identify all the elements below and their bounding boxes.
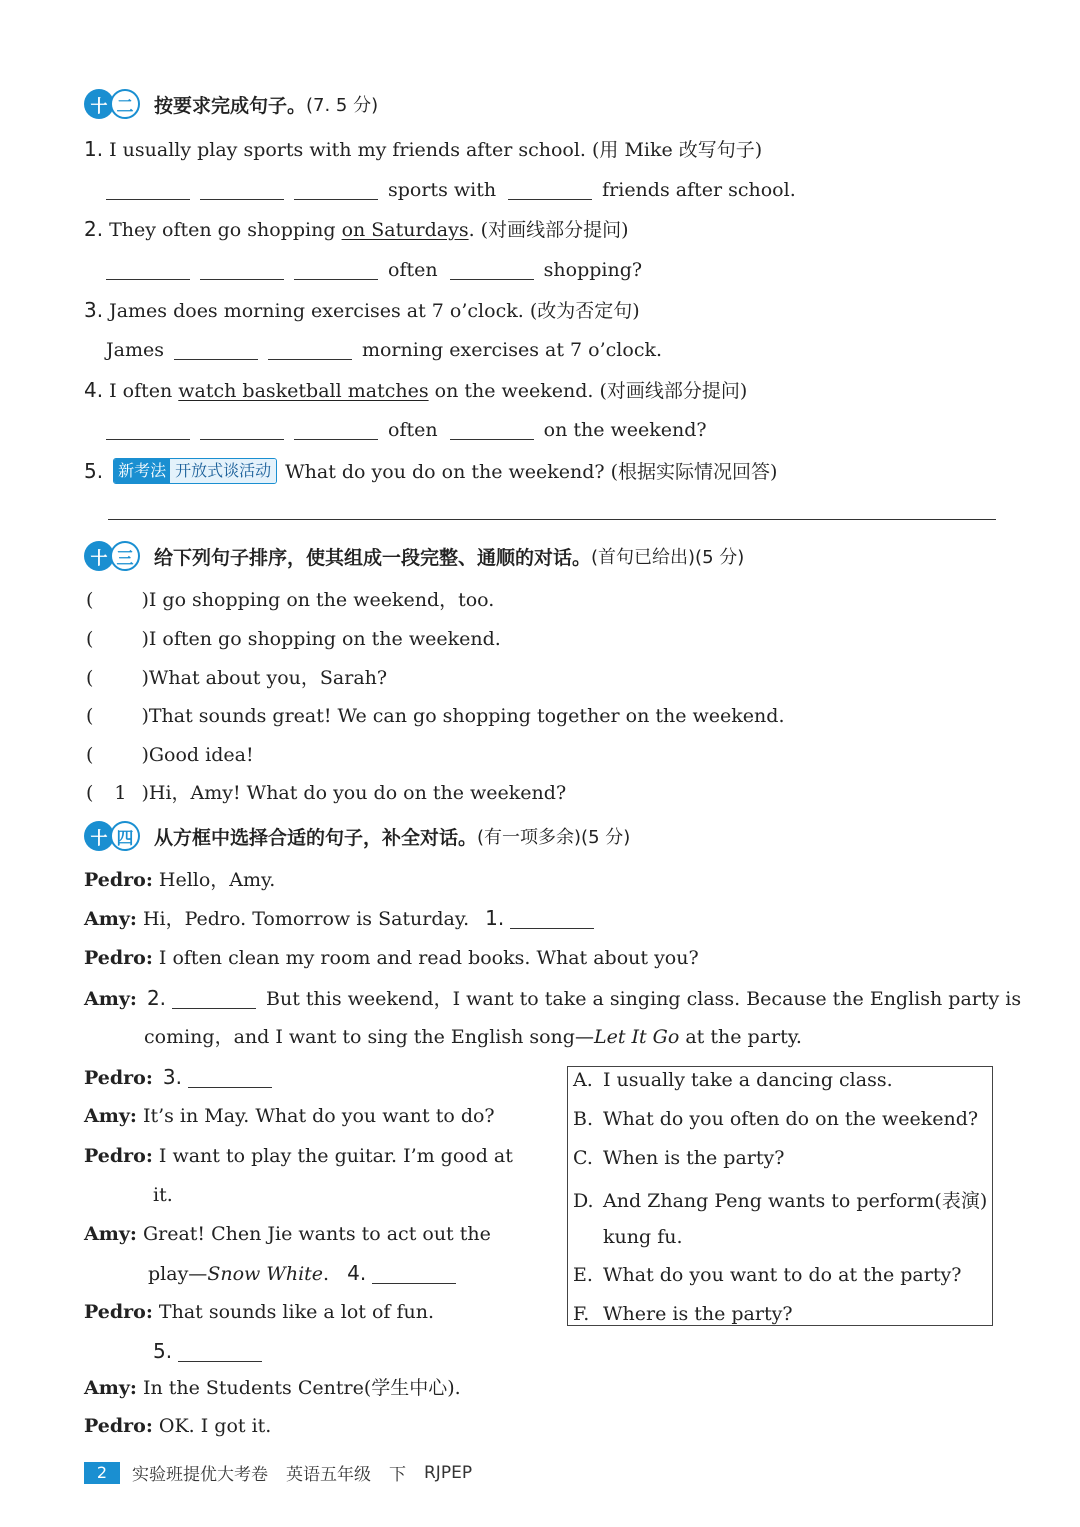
section-title: 按要求完成句子。 xyxy=(154,94,307,117)
page-number: 2 xyxy=(84,1462,120,1484)
question-2: 2. They often go shopping on Saturdays. (对画线部分提问) xyxy=(84,217,629,241)
section-score: (首句已给出)(5 分) xyxy=(591,547,745,568)
order-blank: 1 xyxy=(114,782,127,804)
blank-input[interactable] xyxy=(174,341,258,360)
dialogue-line: Pedro: That sounds like a lot of fun. xyxy=(84,1301,434,1323)
answer-line-1: sports with friends after school. xyxy=(106,178,796,202)
section-score: (7. 5 分) xyxy=(306,95,379,116)
section-14-header xyxy=(84,821,630,851)
section-number-icon: 十 三 xyxy=(84,541,144,571)
question-1: 1. I usually play sports with my friends after school. (用 Mike 改写句子) xyxy=(84,137,763,161)
option-a: A. I usually take a dancing class. xyxy=(573,1069,893,1091)
section-score: (有一项多余)(5 分) xyxy=(477,827,631,848)
blank-input[interactable] xyxy=(508,181,592,200)
blank-input[interactable] xyxy=(510,910,594,929)
answer-line-5[interactable] xyxy=(108,519,996,520)
blank-input[interactable] xyxy=(294,181,378,200)
dialogue-line: Amy: It’s in May. What do you want to do? xyxy=(84,1105,495,1127)
dialogue-line: Amy: Hi，Pedro. Tomorrow is Saturday. 1. xyxy=(84,906,604,931)
answer-line-3: James morning exercises at 7 o’clock. xyxy=(106,339,663,361)
answer-line-2: often shopping? xyxy=(106,258,642,282)
dialogue-line: Pedro: I often clean my room and read books. What about you? xyxy=(84,947,699,969)
blank-input[interactable] xyxy=(200,181,284,200)
blank-input[interactable] xyxy=(106,421,190,440)
dialogue-line: play—Snow White. 4. xyxy=(148,1261,466,1286)
dialogue-line: Amy: In the Students Centre(学生中心). xyxy=(84,1377,461,1399)
blank-input[interactable] xyxy=(450,421,534,440)
order-item: ( )What about you，Sarah? xyxy=(86,667,388,689)
section-13-header xyxy=(84,541,744,571)
option-b: B. What do you often do on the weekend? xyxy=(573,1108,979,1130)
order-item: ( )I often go shopping on the weekend. xyxy=(86,628,501,650)
blank-input[interactable] xyxy=(294,261,378,280)
options-box xyxy=(567,1066,993,1326)
section-12-header xyxy=(84,89,378,119)
dialogue-line: Amy: 2. But this weekend，I want to take a singing class. Because the English party is xyxy=(84,986,1022,1010)
blank-input[interactable] xyxy=(106,261,190,280)
order-item: ( )I go shopping on the weekend，too. xyxy=(86,589,495,611)
option-e: E. What do you want to do at the party? xyxy=(573,1264,962,1286)
order-item: ( )That sounds great! We can go shopping together on the weekend. xyxy=(86,705,785,727)
section-title: 从方框中选择合适的句子，补全对话。 xyxy=(154,826,478,849)
option-d-cont: kung fu. xyxy=(603,1226,683,1248)
dialogue-line: Amy: Great! Chen Jie wants to act out the xyxy=(84,1223,491,1245)
dialogue-line: Pedro: Hello，Amy. xyxy=(84,869,276,891)
dialogue-line: Pedro: 3. xyxy=(84,1065,282,1090)
option-f: F. Where is the party? xyxy=(573,1303,793,1325)
option-c: C. When is the party? xyxy=(573,1147,785,1169)
dialogue-line: Pedro: OK. I got it. xyxy=(84,1415,272,1437)
blank-input[interactable] xyxy=(178,1343,262,1362)
section-title: 给下列句子排序，使其组成一段完整、通顺的对话。 xyxy=(154,546,592,569)
blank-input[interactable] xyxy=(106,181,190,200)
blank-input[interactable] xyxy=(372,1265,456,1284)
blank-input[interactable] xyxy=(200,421,284,440)
question-5: 5. 新考法 开放式谈活动 What do you do on the weekend? (根据实际情况回答) xyxy=(84,459,778,483)
blank-input[interactable] xyxy=(268,341,352,360)
dialogue-line: coming，and I want to sing the English song—Let It Go at the party. xyxy=(144,1026,802,1048)
blank-input[interactable] xyxy=(294,421,378,440)
dialogue-line: it. xyxy=(153,1184,173,1206)
new-format-tag: 新考法 开放式谈活动 xyxy=(113,458,277,484)
order-item: ( 1 )Hi，Amy! What do you do on the weekend? xyxy=(86,782,567,804)
question-3: 3. James does morning exercises at 7 o’clock. (改为否定句) xyxy=(84,298,640,322)
order-item: ( )Good idea! xyxy=(86,744,254,766)
option-d: D. And Zhang Peng wants to perform(表演) xyxy=(573,1190,988,1212)
section-number-icon: 十 二 xyxy=(84,89,144,119)
section-number-icon: 十 四 xyxy=(84,821,144,851)
answer-line-4: often on the weekend? xyxy=(106,418,707,442)
blank-input[interactable] xyxy=(172,990,256,1009)
dialogue-line: 5. xyxy=(153,1339,272,1364)
blank-input[interactable] xyxy=(188,1069,272,1088)
question-4: 4. I often watch basketball matches on the weekend. (对画线部分提问) xyxy=(84,378,748,402)
dialogue-line: Pedro: I want to play the guitar. I’m good at xyxy=(84,1145,513,1167)
page-footer: 2 实验班提优大考卷 英语五年级 下 RJPEP xyxy=(84,1460,472,1485)
blank-input[interactable] xyxy=(450,261,534,280)
blank-input[interactable] xyxy=(200,261,284,280)
